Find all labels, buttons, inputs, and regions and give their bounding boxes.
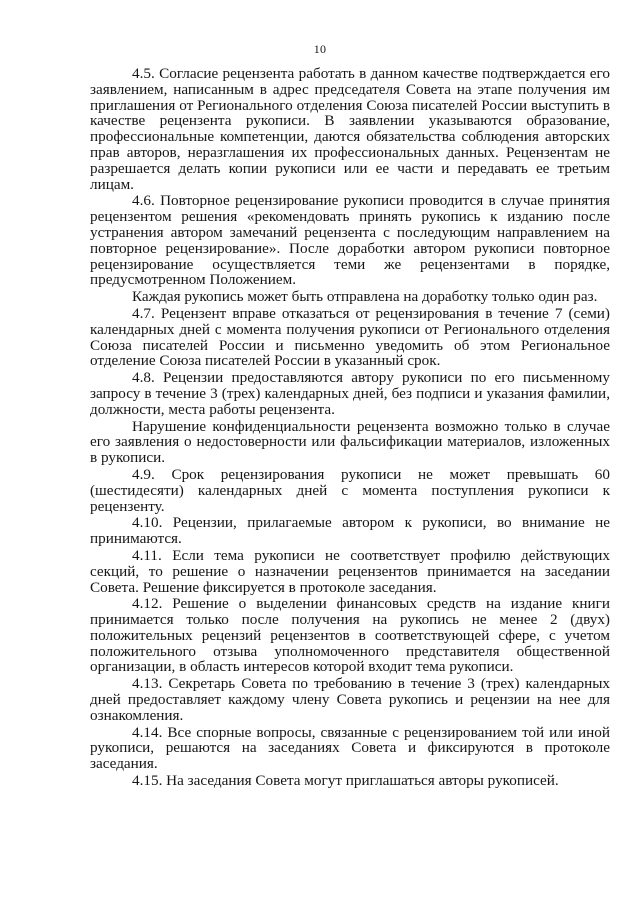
- paragraph-4-14: 4.14. Все спорные вопросы, связанные с рецензированием той или иной рукописи, решаются на заседаниях Совета и фиксируются в протоколе заседания.: [90, 723, 610, 773]
- paragraph-4-13: 4.13. Секретарь Совета по требованию в течение 3 (трех) календарных дней предоставляет каждому члену Совета рукопись и рецензии на нее для ознакомления.: [90, 675, 610, 724]
- paragraph-4-11: 4.11. Если тема рукописи не соответствует профилю действующих секций, то решение о назначении рецензентов принимается на заседании Совета. Решение фиксируется в протоколе заседания.: [90, 546, 610, 596]
- paragraph-4-6: 4.6. Повторное рецензирование рукописи проводится в случае принятия рецензентом решения «рекомендовать принять рукопись к изданию после устранения автором замечаний рецензента с последующим направлением на повторное рецензирование». После доработки автором рукописи повторное рецензирование осуществляется теми же рецензентами в порядке, предусмотренном Положением.: [90, 192, 610, 289]
- paragraph-confidentiality: Нарушение конфиденциальности рецензента возможно только в случае его заявления о недостоверности или фальсификации материалов, изложенных в рукописи.: [90, 417, 610, 467]
- paragraph-4-7: 4.7. Рецензент вправе отказаться от рецензирования в течение 7 (семи) календарных дней с момента получения рукописи от Регионального отделения Союза писателей России и письменно уведомить об этом Региональное отделение Союза писателей России в указанный срок.: [90, 304, 610, 370]
- paragraph-single-revision: Каждая рукопись может быть отправлена на доработку только один раз.: [132, 288, 598, 306]
- paragraph-4-15: 4.15. На заседания Совета могут приглашаться авторы рукописей.: [132, 772, 559, 790]
- paragraph-4-9: 4.9. Срок рецензирования рукописи не может превышать 60 (шестидесяти) календарных дней с момента поступления рукописи к рецензенту.: [90, 465, 610, 515]
- paragraph-4-12: 4.12. Решение о выделении финансовых средств на издание книги принимается только после получения на рукопись не менее 2 (двух) положительных рецензий рецензентов в соответствующей сфере, с учетом положительного отзыва уполномоченного представителя общественной организации, в область интересов которой входит тема рукописи.: [90, 595, 610, 676]
- paragraph-4-8: 4.8. Рецензии предоставляются автору рукописи по его письменному запросу в течение 3 (трех) календарных дней, без подписи и указания фамилии, должности, места работы рецензента.: [90, 369, 610, 418]
- paragraph-4-10: 4.10. Рецензии, прилагаемые автором к рукописи, во внимание не принимаются.: [90, 514, 610, 548]
- page-number: 10: [313, 42, 327, 56]
- document-body: [90, 66, 610, 789]
- paragraph-4-5: 4.5. Согласие рецензента работать в данном качестве подтверждается его заявлением, написанным в адрес председателя Совета на этапе получения им приглашения от Регионального отделения Союза писателей России выступить в качестве рецензента рукописи. В заявлении указываются образование, профессиональные компетенции, даются обязательства соблюдения авторских прав авторов, неразглашения их профессиональных данных. Рецензентам не разрешается делать копии рукописи или ее части и передавать ее третьим лицам.: [90, 65, 610, 193]
